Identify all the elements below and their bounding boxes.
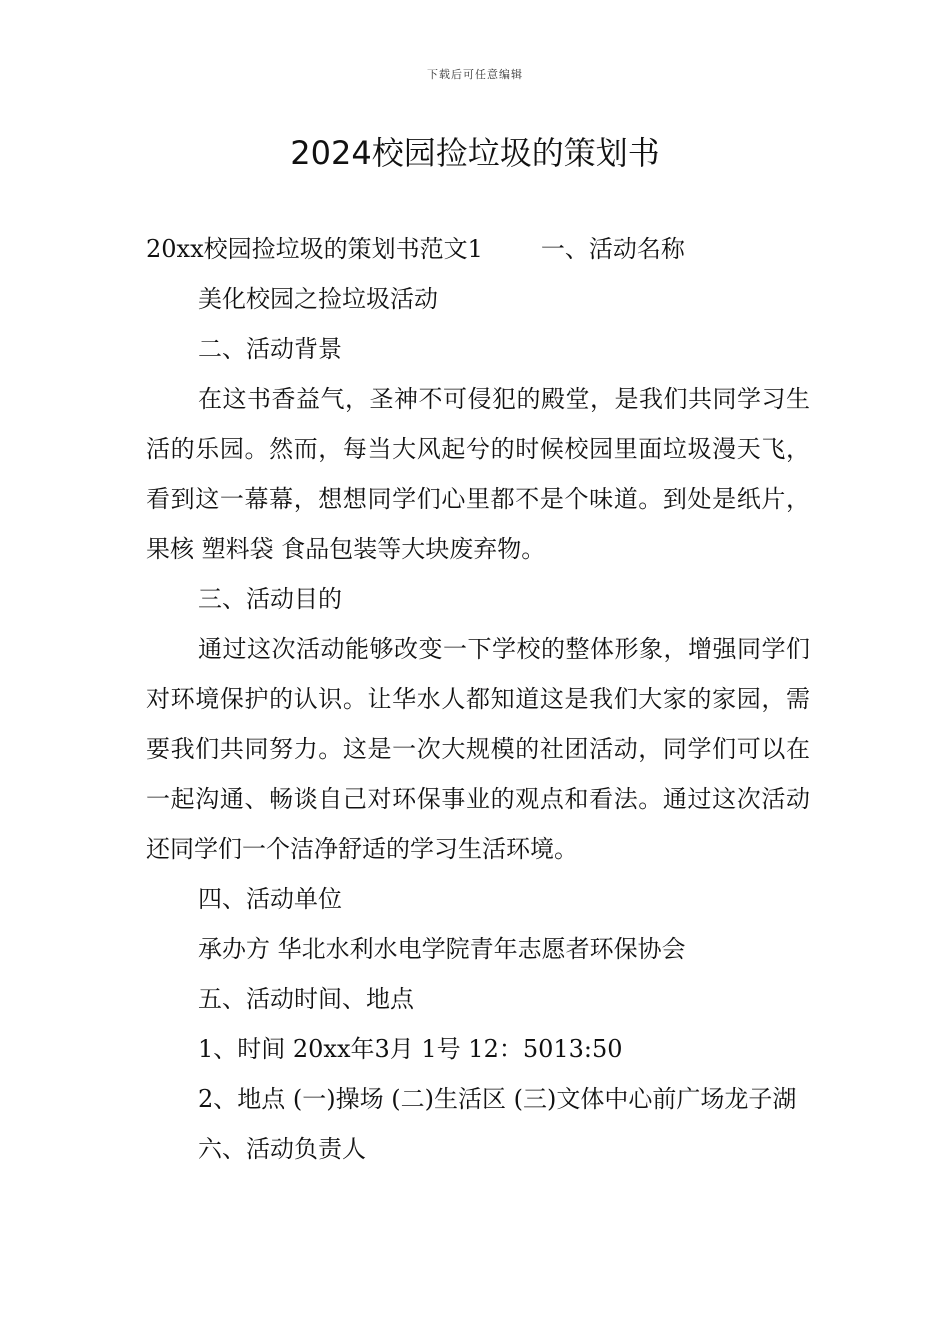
section-heading-lead: 六、活动负责人 bbox=[198, 1135, 366, 1163]
place-value: 2、地点 (一)操场 (二)生活区 (三)文体中心前广场龙子湖 bbox=[198, 1085, 797, 1113]
document-title: 2024校园捡垃圾的策划书 bbox=[290, 134, 660, 172]
background-paragraph: 在这书香益气，圣神不可侵犯的殿堂，是我们共同学习生活的乐园。然而，每当大风起兮的时候校园里面垃圾漫天飞，看到这一幕幕，想想同学们心里都不是个味道。到处是纸片，果核 塑料袋 食品包装等大块废弃物。 bbox=[146, 385, 810, 563]
header-note: 下载后可任意编辑 bbox=[427, 68, 523, 81]
intro-left: 20xx校园捡垃圾的策划书范文1 bbox=[146, 235, 483, 263]
section-heading-name: 一、活动名称 bbox=[540, 235, 685, 263]
section-heading-unit: 四、活动单位 bbox=[198, 885, 342, 913]
activity-name-value: 美化校园之捡垃圾活动 bbox=[198, 285, 438, 313]
document-body bbox=[146, 224, 810, 1174]
section-heading-goal: 三、活动目的 bbox=[198, 585, 342, 613]
section-heading-time-place: 五、活动时间、地点 bbox=[198, 985, 414, 1013]
time-value: 1、时间 20xx年3月 1号 12：5013:50 bbox=[198, 1035, 623, 1063]
intro-line bbox=[146, 224, 810, 274]
organizer-value: 承办方 华北水利水电学院青年志愿者环保协会 bbox=[198, 935, 686, 963]
goal-paragraph: 通过这次活动能够改变一下学校的整体形象，增强同学们对环境保护的认识。让华水人都知道这是我们大家的家园，需要我们共同努力。这是一次大规模的社团活动，同学们可以在一起沟通、畅谈自己对环保事业的观点和看法。通过这次活动还同学们一个洁净舒适的学习生活环境。 bbox=[146, 635, 810, 863]
section-heading-background: 二、活动背景 bbox=[198, 335, 342, 363]
